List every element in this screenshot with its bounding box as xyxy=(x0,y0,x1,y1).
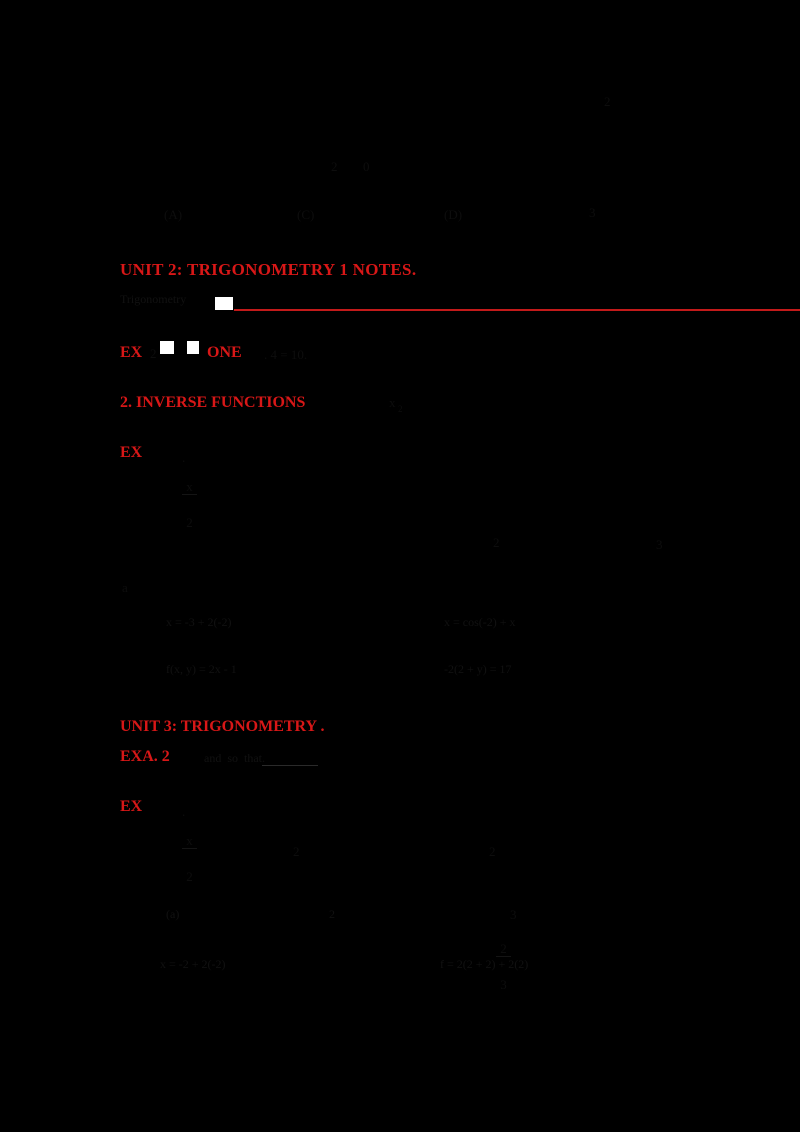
ex-2-trailing: . xyxy=(182,450,186,465)
top-pair-right: 0 xyxy=(363,159,370,174)
redaction-block-3 xyxy=(187,341,199,354)
lower-row-mid: 2 xyxy=(329,907,335,921)
lower-row-1-left: x = -2 + 2(-2) xyxy=(160,957,226,971)
lower-fraction-denominator: 3 xyxy=(500,977,507,993)
ex-trailing-text: . 4 = 10. xyxy=(264,347,308,362)
mid-right-mark: 3 xyxy=(656,537,663,552)
top-label-a: (A) xyxy=(164,207,183,222)
mid-row-2-left: f(x, y) = 2x - 1 xyxy=(166,662,237,676)
lower-row-1-right: f = 2(2 + 2) + 2(2) xyxy=(440,957,529,971)
mid-row-1-right: x = cos(-2) + x xyxy=(444,615,516,629)
mid-row-1-left: x = -3 + 2(-2) xyxy=(166,615,232,629)
mid-row-2-right: -2(2 + y) = 17 xyxy=(444,662,512,676)
mid-bullet: a xyxy=(122,580,128,595)
mid-left-mark: 2 xyxy=(493,535,500,550)
lower-row-label-a: (a) xyxy=(166,907,180,921)
top-label-3: 3 xyxy=(589,205,596,220)
ex-label-3: EX xyxy=(120,798,143,815)
lower-mark-top-right: 2 xyxy=(489,844,496,859)
note-underline xyxy=(262,765,318,766)
redaction-block-1 xyxy=(215,297,233,310)
fraction-lower-numerator: x xyxy=(182,834,197,849)
redaction-block-2 xyxy=(160,341,174,354)
heading-underline-rule xyxy=(234,309,800,311)
lower-fraction-trailing: 3 xyxy=(510,907,517,922)
top-isolated-mark: 2 xyxy=(604,94,611,109)
unit-2-heading: UNIT 2: TRIGONOMETRY 1 NOTES. xyxy=(120,260,417,279)
unit-3-heading: UNIT 3: TRIGONOMETRY . xyxy=(120,718,325,735)
ex-inline-mid: 2 xyxy=(150,346,157,361)
fraction-lower-denominator: 2 xyxy=(186,869,193,885)
inverse-heading-subscript: 2 xyxy=(398,404,403,414)
fraction-denominator: 2 xyxy=(186,515,193,531)
top-label-d: (D) xyxy=(444,207,463,222)
exa-label: EXA. 2 xyxy=(120,748,170,765)
ex-label-1: EX xyxy=(120,344,143,361)
fraction-numerator: x xyxy=(182,480,197,495)
inverse-functions-heading: 2. INVERSE FUNCTIONS xyxy=(120,394,306,411)
one-label: ONE xyxy=(207,344,242,361)
exa-note: and so that. xyxy=(204,751,265,765)
inverse-heading-suffix: x xyxy=(389,395,396,410)
unit-2-subtitle: Trigonometry xyxy=(120,292,187,306)
top-pair-left: 2 xyxy=(331,159,338,174)
lower-fraction-numerator: 2 xyxy=(496,942,511,957)
ex-3-trailing: . xyxy=(182,804,186,819)
top-label-c: (C) xyxy=(297,207,315,222)
ex-label-2: EX xyxy=(120,444,143,461)
lower-mark-top-left: 2 xyxy=(293,844,300,859)
